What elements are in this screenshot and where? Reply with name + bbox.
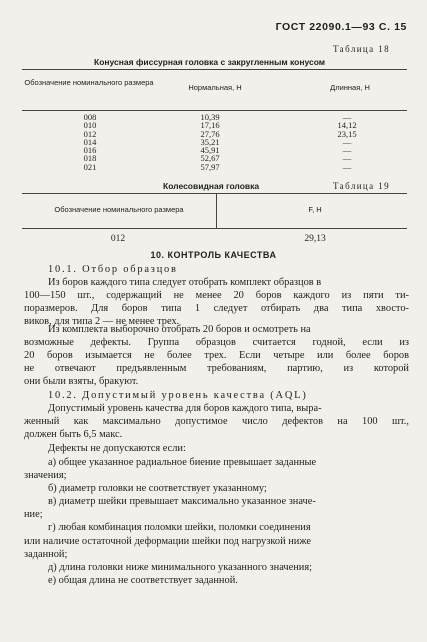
paragraph-line: 100—150 шт., содержащий не менее 20 боров каждого из пяти ти- bbox=[24, 290, 409, 302]
table-18-size-cell: 008 bbox=[83, 112, 97, 122]
subsection-10-2-title bbox=[48, 389, 408, 402]
defect-item-line: или наличие остаточной деформации шейки под нагрузкой ниже bbox=[24, 535, 312, 547]
table-18-header-rule bbox=[22, 110, 407, 111]
table-18-col1-header: Обозначение номинального размера bbox=[24, 78, 154, 87]
table-18-normal-cell: 45,91 bbox=[200, 145, 220, 156]
table-18-label: Таблица 18 bbox=[333, 44, 390, 54]
paragraph-defects-intro bbox=[48, 442, 408, 455]
table-18-long-cell: — bbox=[342, 153, 352, 164]
table-18-size-cell: 021 bbox=[83, 161, 97, 172]
paragraph-line: Допустимый уровень качества для боров каждого типа, выра- bbox=[48, 403, 322, 414]
table-18-col2-header: Нормальная, Н bbox=[188, 83, 242, 92]
table-18-normal-cell: 57,97 bbox=[200, 161, 220, 172]
table-19-divider bbox=[216, 194, 217, 228]
defect-item-line: значения; bbox=[24, 470, 67, 482]
defect-item-line: а) общее указанное радиальное биение превышает заданные bbox=[48, 457, 317, 468]
table-18-col3-header: Длинная, Н bbox=[330, 83, 370, 92]
table-18-long-cell: 14,12 bbox=[337, 120, 357, 131]
paragraph-aql bbox=[24, 402, 409, 441]
table-19-label: Таблица 19 bbox=[333, 181, 390, 191]
table-18-normal-cell: 52,67 bbox=[200, 153, 220, 164]
table-18-size-cell: 016 bbox=[83, 145, 97, 156]
table-18-title: Конусная фиссурная головка с закругленным конусом bbox=[94, 57, 326, 67]
table-18-size-cell: 014 bbox=[83, 136, 97, 147]
table-18-normal-cell: 10,39 bbox=[200, 112, 220, 122]
table-18-long-cell: — bbox=[342, 145, 352, 156]
table-18-normal-cell: 27,76 bbox=[200, 128, 220, 139]
table-18-size-cell: 010 bbox=[83, 120, 97, 131]
table-19-title: Колесовидная головка bbox=[163, 181, 260, 191]
subsection-10-1-heading: 10.1. Отбор образцов bbox=[48, 264, 178, 275]
table-18-top-rule bbox=[22, 69, 407, 70]
table-19-col2-header: F, Н bbox=[308, 205, 322, 214]
table-18-normal-column bbox=[185, 113, 235, 171]
table-19-top-rule bbox=[22, 193, 407, 194]
table-18-long-cell: — bbox=[342, 136, 352, 147]
table-19-header-rule bbox=[22, 228, 407, 229]
subsection-10-1-title bbox=[48, 263, 408, 276]
table-19-col1-header: Обозначение номинального размера bbox=[54, 205, 184, 214]
table-19-size-cell: 012 bbox=[110, 234, 126, 244]
paragraph-line: Из комплекта выборочно отобрать 20 боров и осмотреть на bbox=[48, 324, 311, 335]
paragraph-line: они были взяты, бракуют. bbox=[24, 376, 139, 388]
paragraph-line: возможные дефекты. Группа образцов считается годной, если из bbox=[24, 337, 409, 349]
paragraph-line: Из боров каждого типа следует отобрать комплект образцов в bbox=[48, 277, 322, 288]
table-18-size-column bbox=[70, 113, 110, 171]
paragraph-line: не отвечают предъявленным требованиям, партию, из которой bbox=[24, 363, 409, 375]
defect-item-line: заданной; bbox=[24, 548, 68, 560]
table-18-size-cell: 018 bbox=[83, 153, 97, 164]
table-18-long-cell: 23,15 bbox=[337, 128, 357, 139]
table-18-normal-cell: 17,16 bbox=[200, 120, 220, 131]
page-header: ГОСТ 22090.1—93 С. 15 bbox=[275, 21, 407, 33]
paragraph-line: виков, для типа 2 — не менее трех. bbox=[24, 316, 180, 328]
defects-intro-text: Дефекты не допускаются если: bbox=[48, 443, 186, 454]
paragraph-inspection bbox=[24, 323, 409, 388]
defects-list bbox=[24, 456, 409, 587]
table-18-size-cell: 012 bbox=[83, 128, 97, 139]
table-19-value-cell: 29,13 bbox=[304, 234, 326, 244]
paragraph-sampling bbox=[24, 276, 409, 328]
paragraph-line: 20 боров изымается не более трех. Если четыре или более боров bbox=[24, 350, 409, 362]
defect-item-line: ние; bbox=[24, 509, 43, 521]
defect-item-line: в) диаметр шейки превышает максимально указанное значе- bbox=[48, 496, 316, 508]
paragraph-line: поразмеров. Для боров типа 1 следует отбирать два типа хвосто- bbox=[24, 303, 409, 315]
table-18-long-cell: — bbox=[342, 112, 352, 122]
table-18-long-cell: — bbox=[342, 161, 352, 172]
defect-item-line: г) любая комбинация поломки шейки, поломки соединения bbox=[48, 522, 311, 534]
defect-item-line: д) длина головки ниже минимального указанного значения; bbox=[48, 561, 313, 573]
paragraph-line: должен быть 6,5 макс. bbox=[24, 429, 123, 441]
defect-item-line: е) общая длина не соответствует заданной. bbox=[48, 574, 238, 586]
table-18-normal-cell: 35,21 bbox=[200, 136, 220, 147]
section-title: 10. КОНТРОЛЬ КАЧЕСТВА bbox=[150, 250, 277, 260]
paragraph-line: женный как максимально допустимое число дефектов на 100 шт., bbox=[24, 416, 409, 428]
table-18-long-column bbox=[322, 113, 372, 171]
defect-item-line: б) диаметр головки не соответствует указанному; bbox=[48, 483, 267, 495]
subsection-10-2-heading: 10.2. Допустимый уровень качества (AQL) bbox=[48, 390, 308, 401]
